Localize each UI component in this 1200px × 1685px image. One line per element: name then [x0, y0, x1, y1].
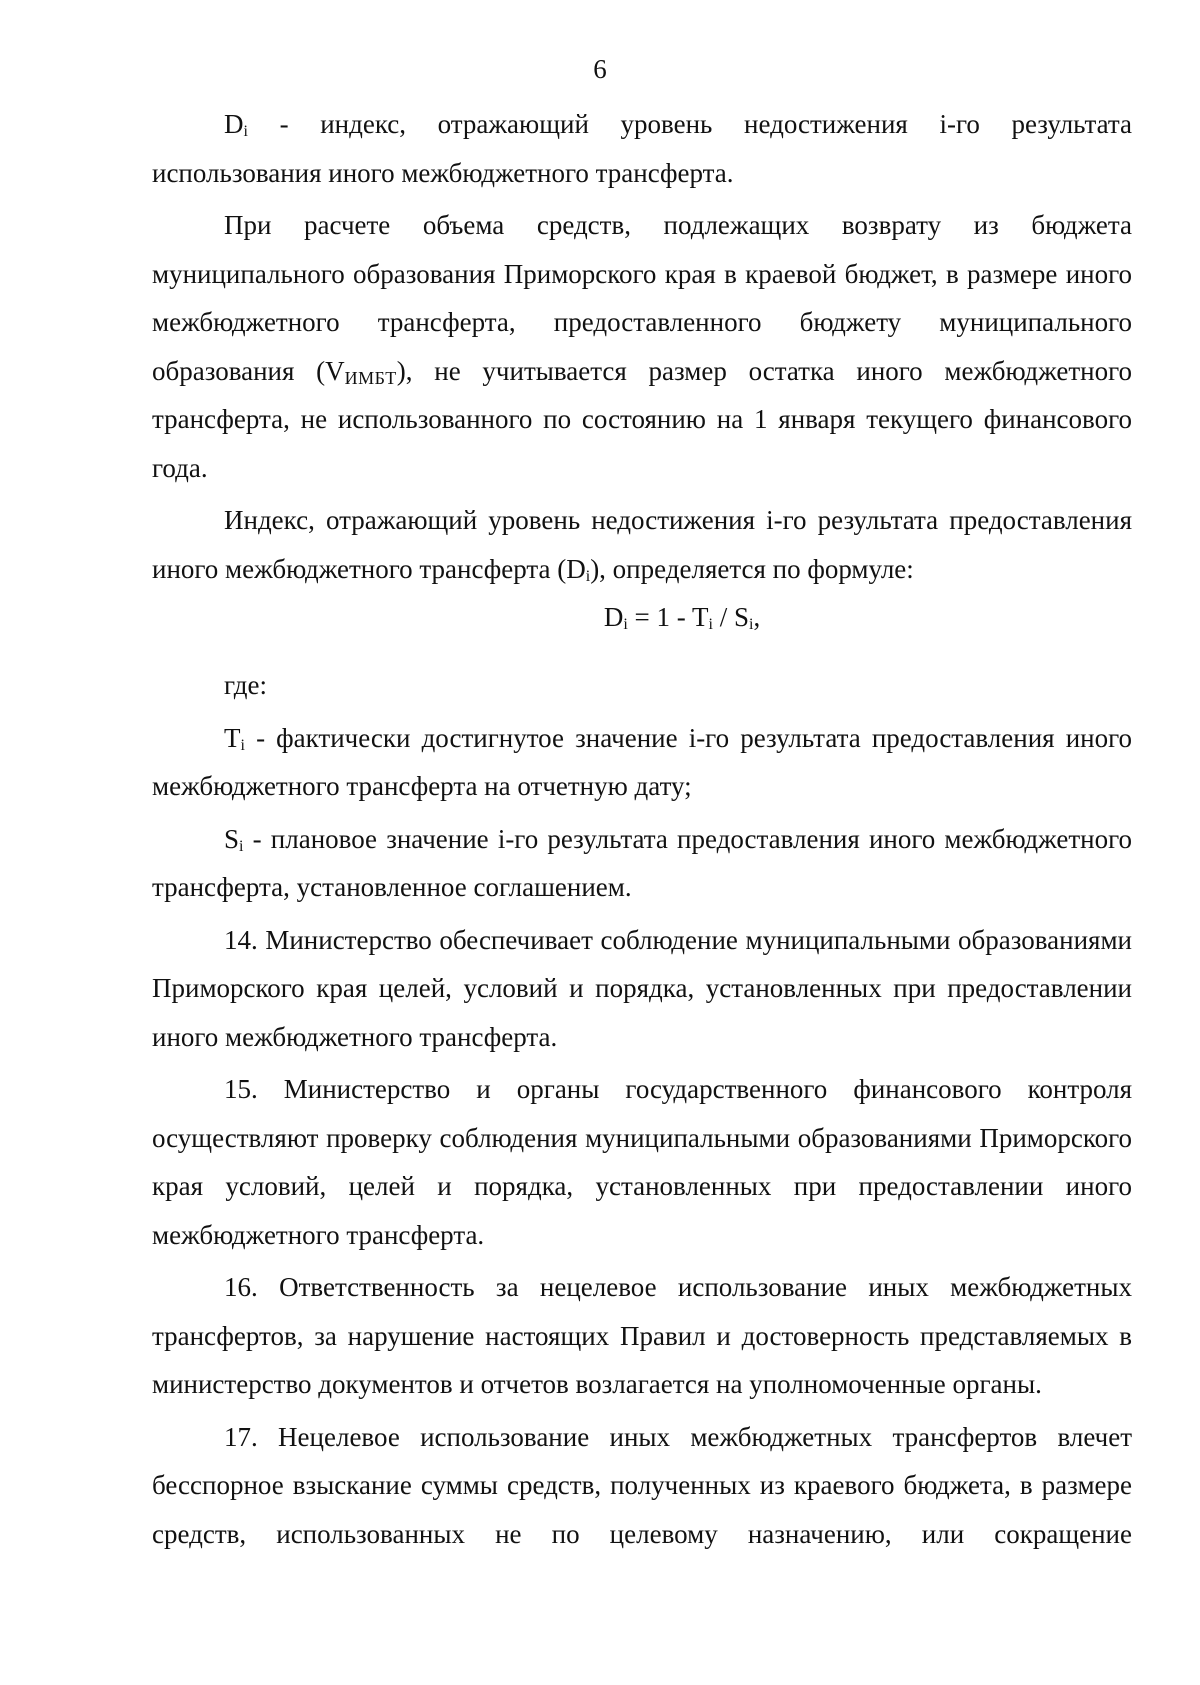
subscript-imbt: ИМБТ	[344, 367, 397, 388]
subscript-i: i	[239, 837, 244, 855]
paragraph-ti-definition	[152, 714, 1132, 811]
paragraph-index-intro	[152, 496, 1132, 593]
paragraph-15: 15. Министерство и органы государственного финансового контроля осуществляют проверку соблюдения муниципальными образованиями Приморского края условий, целей и порядка, установленных при предоставлении иного межбюджетного трансферта.	[152, 1074, 1132, 1250]
paragraph-text: - фактически достигнутое значение i-го результата предоставления иного межбюджетного трансферта на отчетную дату;	[152, 722, 1132, 801]
paragraph-text: - индекс, отражающий уровень недостижения i-го результата использования иного межбюджетного трансферта.	[152, 109, 1132, 188]
page-number: 6	[593, 54, 607, 84]
subscript-i: i	[243, 123, 248, 140]
paragraph-text: При расчете объема средств, подлежащих возврату из бюджета муниципального образования Приморского края в краевой бюджет, в размере иного межбюджетного трансферта, предоставленного бюджету муниципального образования (V	[152, 210, 1132, 386]
paragraph-text: - плановое значение i-го результата предоставления иного межбюджетного трансферта, установленное соглашением.	[152, 823, 1132, 902]
subscript-i: i	[585, 567, 591, 585]
paragraph-di-definition	[152, 100, 1132, 197]
document-body	[152, 100, 1132, 1558]
paragraph-return-calculation	[152, 201, 1132, 492]
paragraph-14: 14. Министерство обеспечивает соблюдение муниципальными образованиями Приморского края целей, условий и порядка, установленных при предоставлении иного межбюджетного трансферта.	[152, 924, 1132, 1052]
paragraph-text: ), определяется по формуле:	[590, 553, 914, 584]
symbol-t: T	[224, 722, 241, 753]
where-label: где:	[224, 670, 267, 700]
paragraph-text: ), не учитывается размер остатка иного межбюджетного трансферта, не использованного по состоянию на 1 января текущего финансового года.	[152, 355, 1132, 483]
paragraph-16: 16. Ответственность за нецелевое использование иных межбюджетных трансфертов, за нарушение настоящих Правил и достоверность представляемых в министерство документов и отчетов возлагается на уполномоченные органы.	[152, 1272, 1132, 1399]
symbol-s: S	[224, 823, 240, 854]
paragraph-17: 17. Нецелевое использование иных межбюджетных трансфертов влечет бесспорное взыскание суммы средств, полученных из краевого бюджета, в размере средств, использованных не по целевому назначению, или сокращение	[152, 1421, 1132, 1549]
symbol-d: D	[224, 109, 244, 139]
paragraph-text: Индекс, отражающий уровень недостижения i-го результата предоставления иного межбюджетного трансферта (D	[152, 505, 1132, 584]
paragraph-si-definition	[152, 815, 1132, 912]
formula: $D_i = 1 - T_i / S_i$,	[603, 602, 761, 633]
subscript-i: i	[240, 736, 245, 754]
